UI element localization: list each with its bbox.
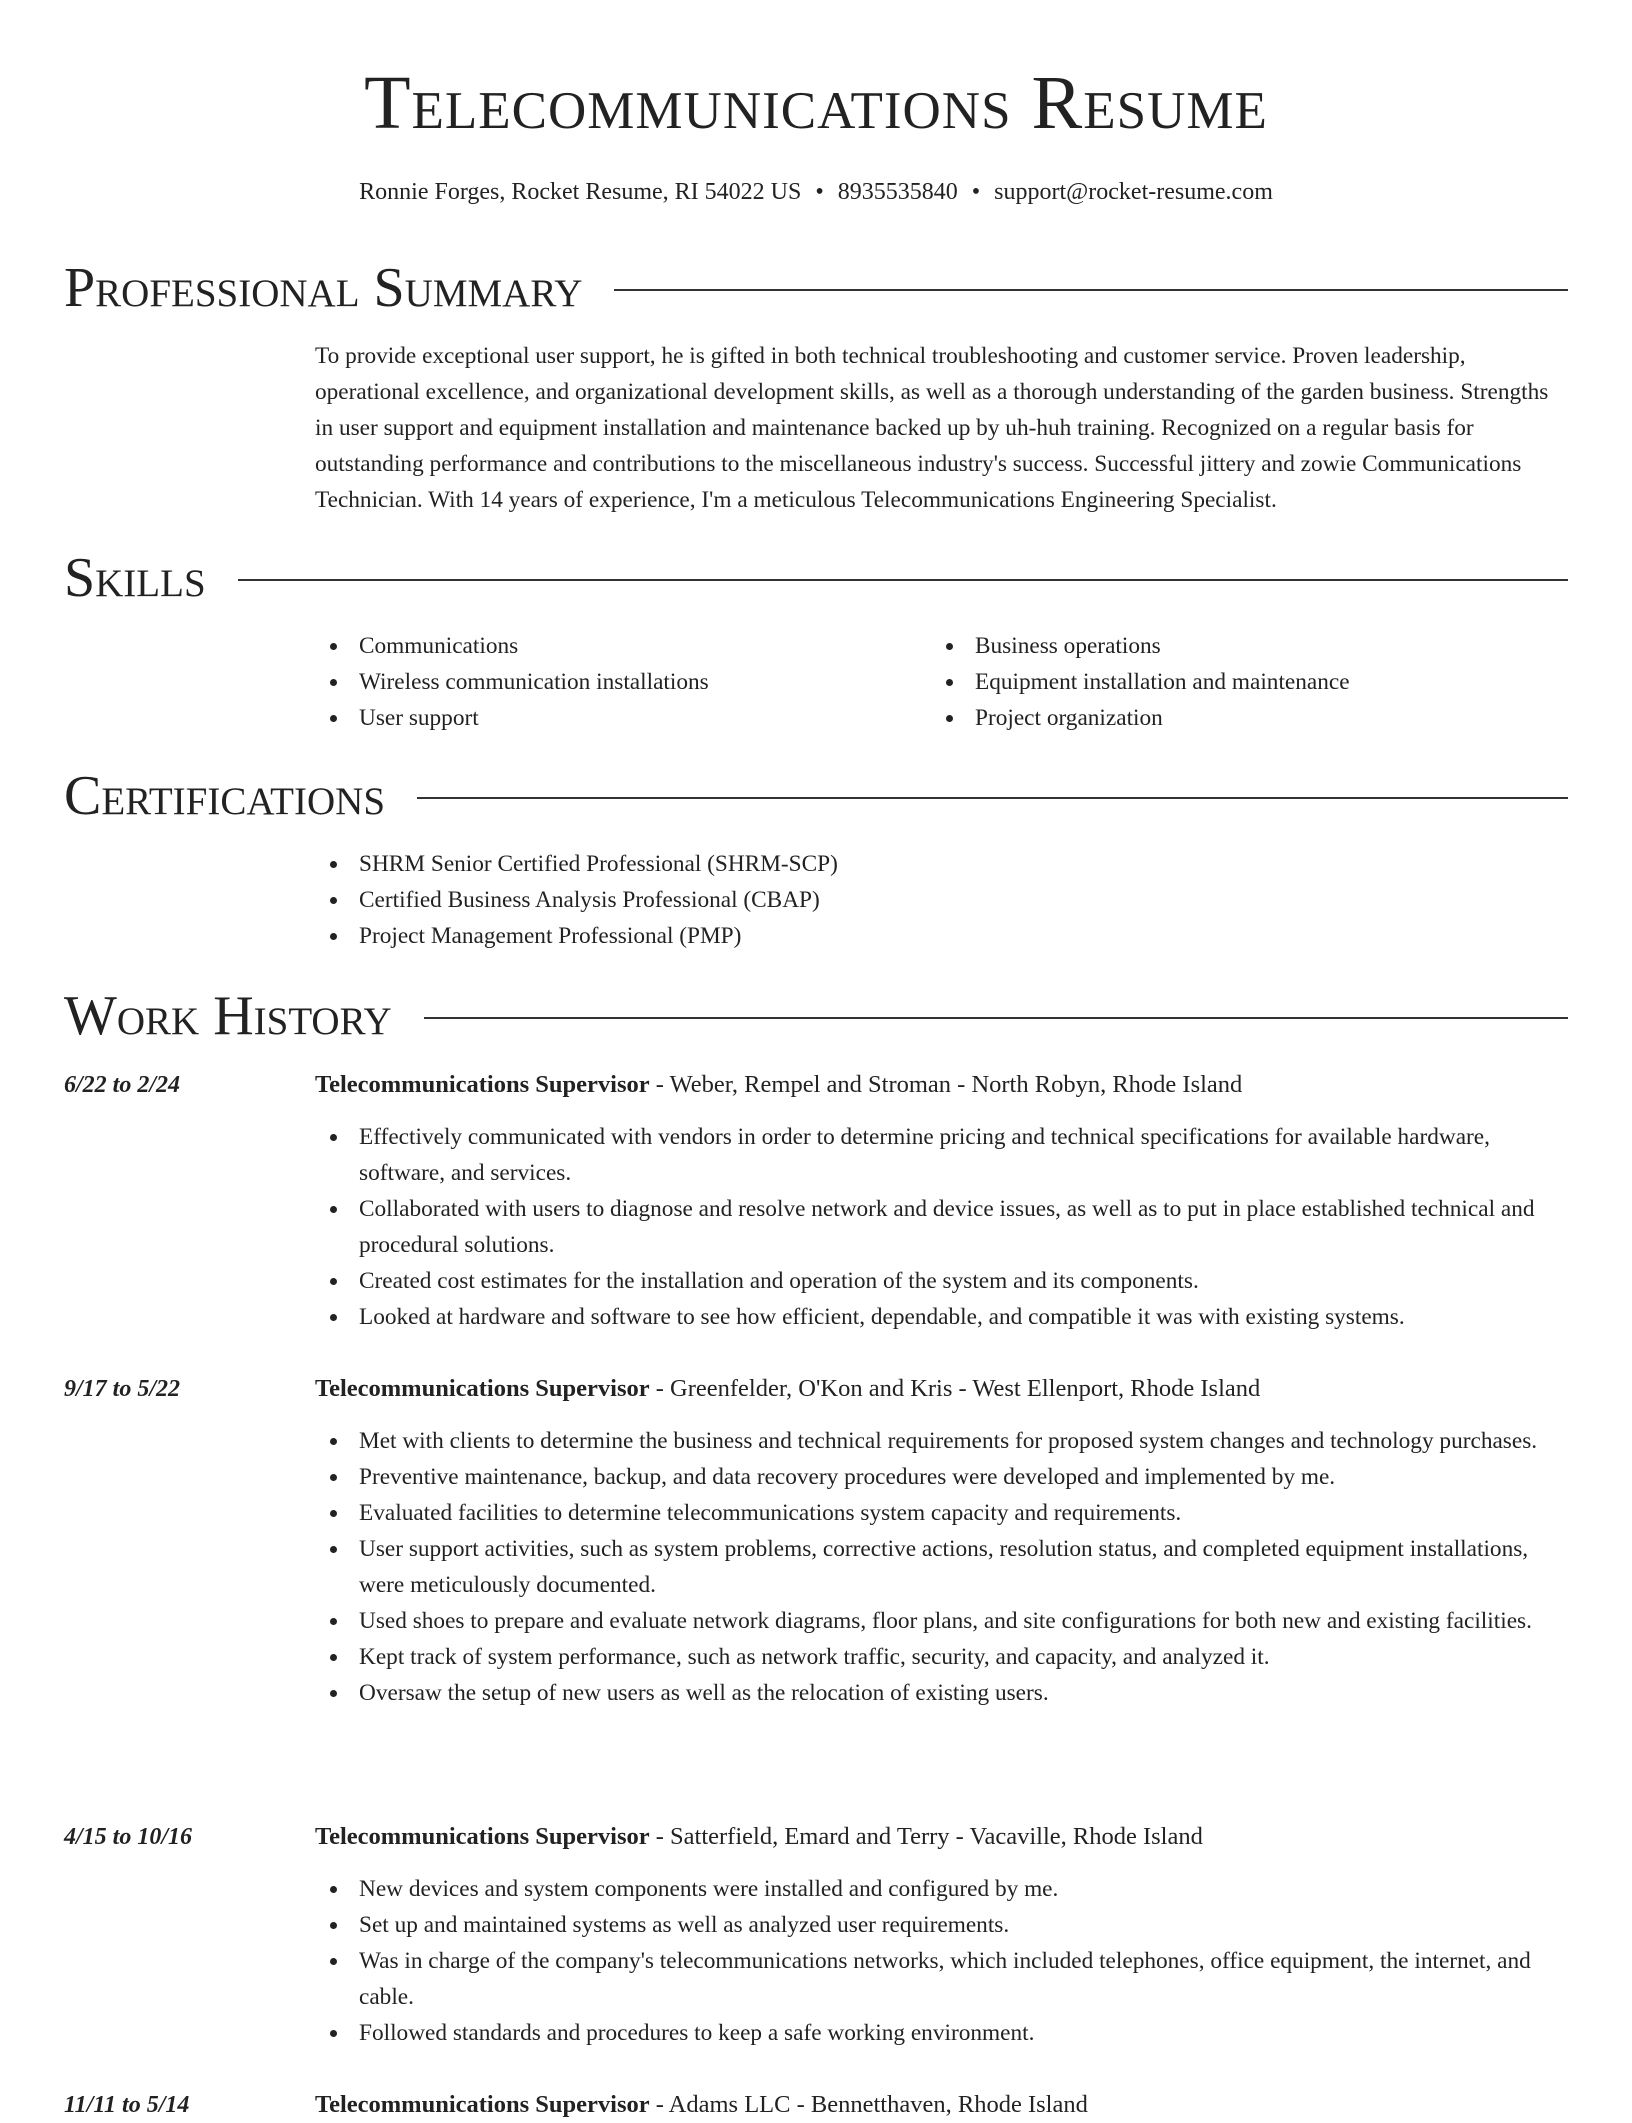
certification-item: Project Management Professional (PMP) bbox=[315, 918, 1415, 954]
section-rule bbox=[417, 797, 1568, 799]
job-dates: 9/17 to 5/22 bbox=[64, 1376, 181, 1402]
job-bullet: Followed standards and procedures to keep a safe working environment. bbox=[315, 2015, 1568, 2051]
section-summary-header bbox=[64, 256, 1568, 320]
job-heading bbox=[315, 1819, 1568, 1855]
contact-line bbox=[0, 174, 1632, 210]
skill-item: Communications bbox=[315, 628, 915, 664]
job-employer: - Weber, Rempel and Stroman - North Robyn, Rhode Island bbox=[649, 1071, 1243, 1098]
contact-separator: • bbox=[815, 179, 824, 205]
section-title: Skills bbox=[64, 547, 206, 609]
job-bullet: Preventive maintenance, backup, and data recovery procedures were developed and implemented by me. bbox=[315, 1459, 1568, 1495]
certifications-list bbox=[315, 846, 1415, 954]
job-dates: 11/11 to 5/14 bbox=[64, 2092, 190, 2118]
section-title: Certifications bbox=[64, 765, 386, 827]
job-role: Telecommunications Supervisor bbox=[315, 2091, 650, 2118]
job-role: Telecommunications Supervisor bbox=[315, 1071, 650, 1098]
section-title: Work History bbox=[64, 985, 392, 1047]
job-bullets bbox=[315, 1119, 1568, 1335]
skills-list-right bbox=[931, 628, 1531, 736]
job-bullet: Was in charge of the company's telecommunications networks, which included telephones, office equipment, the internet, and cable. bbox=[315, 1943, 1568, 2015]
skill-item: Business operations bbox=[931, 628, 1531, 664]
job-employer: - Greenfelder, O'Kon and Kris - West Ellenport, Rhode Island bbox=[649, 1375, 1261, 1402]
job-bullet: Evaluated facilities to determine telecommunications system capacity and requirements. bbox=[315, 1495, 1568, 1531]
contact-phone: 8935535840 bbox=[837, 179, 958, 205]
job-bullet: Used shoes to prepare and evaluate network diagrams, floor plans, and site configurations for both new and existing facilities. bbox=[315, 1603, 1568, 1639]
job-bullets bbox=[315, 1871, 1568, 2051]
skills-list-left bbox=[315, 628, 915, 736]
skill-item: Wireless communication installations bbox=[315, 664, 915, 700]
job-bullet: Collaborated with users to diagnose and resolve network and device issues, as well as to put in place established technical and procedural solutions. bbox=[315, 1191, 1568, 1263]
skill-item: Project organization bbox=[931, 700, 1531, 736]
section-title: Professional Summary bbox=[64, 257, 583, 319]
section-work-header bbox=[64, 984, 1568, 1048]
job-role: Telecommunications Supervisor bbox=[315, 1823, 650, 1850]
certification-item: SHRM Senior Certified Professional (SHRM-SCP) bbox=[315, 846, 1415, 882]
job-bullet: Set up and maintained systems as well as analyzed user requirements. bbox=[315, 1907, 1568, 1943]
job-bullet: Created cost estimates for the installation and operation of the system and its components. bbox=[315, 1263, 1568, 1299]
job-dates: 6/22 to 2/24 bbox=[64, 1072, 181, 1098]
contact-address: Ronnie Forges, Rocket Resume, RI 54022 US bbox=[359, 179, 802, 205]
job-bullet: New devices and system components were installed and configured by me. bbox=[315, 1871, 1568, 1907]
job-bullet: User support activities, such as system problems, corrective actions, resolution status, and completed equipment installations, were meticulously documented. bbox=[315, 1531, 1568, 1603]
job-dates: 4/15 to 10/16 bbox=[64, 1824, 193, 1850]
job-employer: - Satterfield, Emard and Terry - Vacaville, Rhode Island bbox=[649, 1823, 1203, 1850]
job-bullet: Looked at hardware and software to see how efficient, dependable, and compatible it was with existing systems. bbox=[315, 1299, 1568, 1335]
job-role: Telecommunications Supervisor bbox=[315, 1375, 650, 1402]
section-skills-header bbox=[64, 546, 1568, 610]
section-rule bbox=[614, 289, 1568, 291]
certification-item: Certified Business Analysis Professional (CBAP) bbox=[315, 882, 1415, 918]
section-rule bbox=[238, 579, 1568, 581]
job-bullet: Oversaw the setup of new users as well as the relocation of existing users. bbox=[315, 1675, 1568, 1711]
job-bullet: Effectively communicated with vendors in order to determine pricing and technical specifications for available hardware, software, and services. bbox=[315, 1119, 1568, 1191]
section-rule bbox=[424, 1017, 1568, 1019]
job-heading bbox=[315, 1371, 1568, 1407]
job-bullet: Met with clients to determine the business and technical requirements for proposed system changes and technology purchases. bbox=[315, 1423, 1568, 1459]
resume-title: Telecommunications Resume bbox=[364, 61, 1268, 145]
summary-text: To provide exceptional user support, he is gifted in both technical troubleshooting and customer service. Proven leadership, operational excellence, and organizational development skills, as well as a thorough understanding of the garden business. Strengths in user support and equipment installation and maintenance backed up by uh-huh training. Recognized on a regular basis for outstanding performance and contributions to the miscellaneous industry's success. Successful jittery and zowie Communications Technician. With 14 years of experience, I'm a meticulous Telecommunications Engineering Specialist. bbox=[315, 343, 1549, 513]
contact-email: support@rocket-resume.com bbox=[994, 179, 1273, 205]
skill-item: User support bbox=[315, 700, 915, 736]
job-employer: - Adams LLC - Bennetthaven, Rhode Island bbox=[649, 2091, 1088, 2118]
job-bullet: Kept track of system performance, such as network traffic, security, and capacity, and analyzed it. bbox=[315, 1639, 1568, 1675]
contact-separator: • bbox=[971, 179, 981, 205]
job-heading bbox=[315, 1067, 1568, 1103]
job-bullets bbox=[315, 1423, 1568, 1711]
section-certifications-header bbox=[64, 764, 1568, 828]
skill-item: Equipment installation and maintenance bbox=[931, 664, 1531, 700]
job-heading bbox=[315, 2087, 1568, 2123]
